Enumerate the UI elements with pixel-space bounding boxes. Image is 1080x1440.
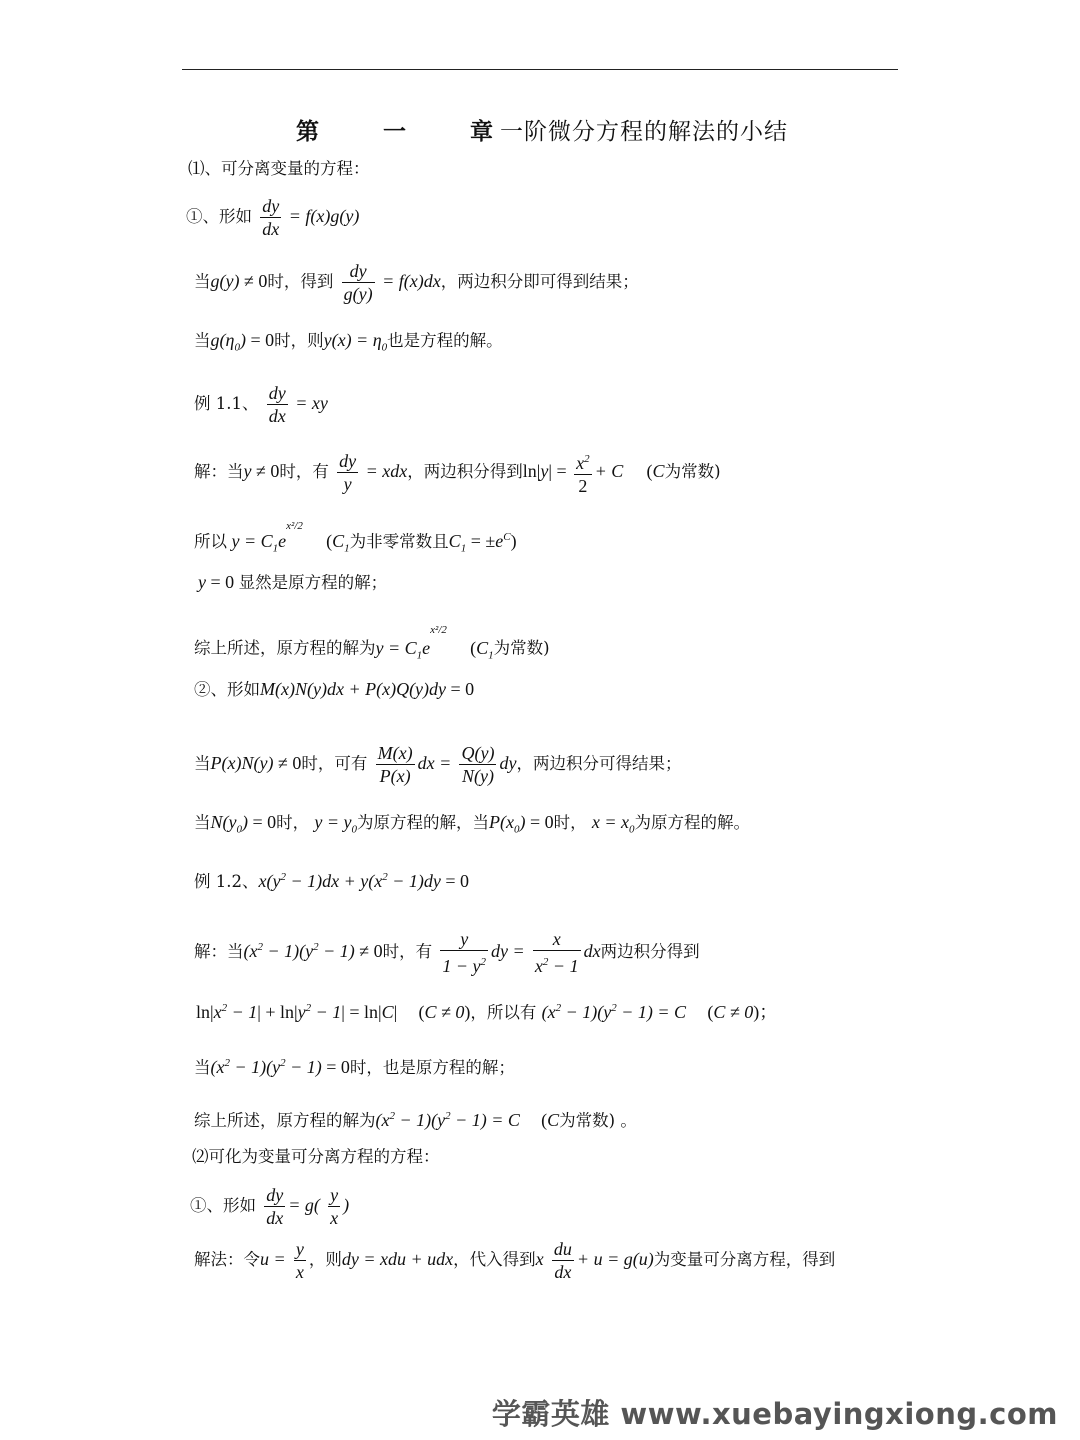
text-line: 所以 $y = C_1e^{x^2/2}$ ($C_1$为非零常数且$C_1 = \pm e^C$) xyxy=(194,519,517,555)
equation-line: ①、形如 $\frac{dy}{dx}$ = g( $\frac{y}{x}$ ) xyxy=(190,1185,350,1228)
example-line: 例 1.1、 $\frac{dy}{dx}$ = xy xyxy=(194,383,328,426)
text-line: 综上所述，原方程的解为$y = C_1e^{x^2/2}$ ($C_1$为常数) xyxy=(194,624,550,662)
section-heading: ⑴、可分离变量的方程： xyxy=(188,159,370,178)
equation-line: ②、形如M(x)N(y)dx + P(x)Q(y)dy = 0 xyxy=(194,679,475,699)
chapter-label: 第 一 章 xyxy=(296,118,522,145)
example-line: 例 1.2、$x(y^2 - 1)dx + y(x^2 - 1)dy = 0$ xyxy=(194,871,470,891)
page-title xyxy=(0,113,1080,147)
text-line: $\ln|x^2 - 1| + \ln|y^2 - 1| = \ln|C|$ (C ≠ 0)，所以有 $(x^2 - 1)(y^2 - 1) = C$ (C ≠ 0)； xyxy=(196,1002,778,1022)
section-heading: ⑵可化为变量可分离方程的方程： xyxy=(192,1147,440,1166)
header-rule xyxy=(182,69,898,70)
text-line: 当$(x^2 - 1)(y^2 - 1) = 0$时，也是原方程的解； xyxy=(194,1057,515,1077)
text-line: 解：当$(x^2 - 1)(y^2 - 1) \ne 0$时，有 $\frac{y}{1 - y^2}$ dy = $\frac{x}{x^2 - 1}$ dx两边积分得到 xyxy=(194,929,700,976)
text-line: y = 0 显然是原方程的解； xyxy=(198,572,388,592)
text-line: 解法：令u = $\frac{y}{x}$ ，则dy = xdu + udx，代入得到x $\frac{du}{dx}$ + u = g(u)为变量可分离方程，得到 xyxy=(194,1239,836,1282)
chapter-title: 一阶微分方程的解法的小结 xyxy=(500,119,788,145)
text-line: 当g(y) ≠ 0时，得到 $\frac{dy}{g(y)}$ = f(x)dx，两边积分即可得到结果； xyxy=(194,261,639,304)
text-line: 综上所述，原方程的解为$(x^2 - 1)(y^2 - 1) = C$ (C为常数) 。 xyxy=(194,1110,637,1130)
text-line: 解：当y ≠ 0时，有 $\frac{dy}{y}$ = xdx，两边积分得到ln|y| = $\frac{x^2}{2}$ + C (C为常数) xyxy=(194,448,721,497)
equation-line: ①、形如 $\frac{dy}{dx}$ = f(x)g(y) xyxy=(186,196,360,239)
text-line: 当$N(y_0) = 0$时， $y = y_0$为原方程的解，当$P(x_0) = 0$时， $x = x_0$为原方程的解。 xyxy=(194,812,751,836)
site-watermark: 学霸英雄 www.xuebayingxiong.com xyxy=(491,1397,1058,1431)
text-line: 当$g(\eta_0) = 0$时，则$y(x) = \eta_0$也是方程的解。 xyxy=(194,330,503,354)
text-line: 当P(x)N(y) ≠ 0时，可有 $\frac{M(x)}{P(x)}$ dx = $\frac{Q(y)}{N(y)}$ dy，两边积分可得结果； xyxy=(194,743,682,786)
